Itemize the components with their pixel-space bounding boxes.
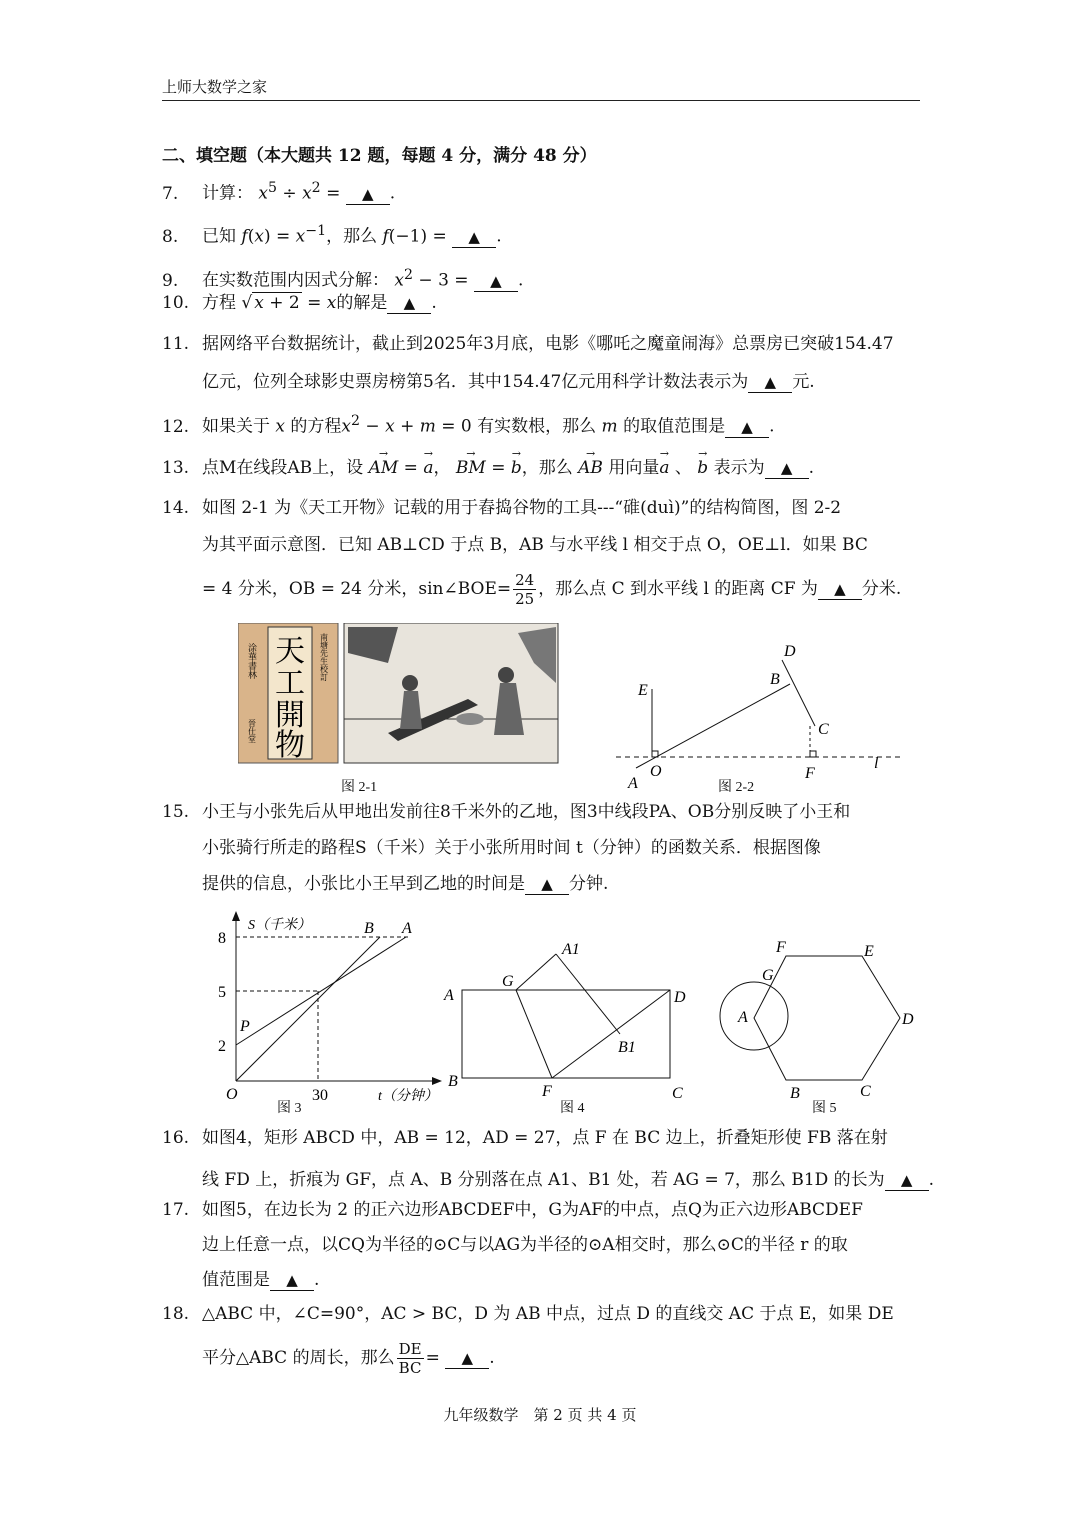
question-number: 12.: [162, 416, 190, 437]
label-l: l: [874, 755, 879, 772]
question-8: 8. 已知 $f(x) = x^{-1}$，那么 f(−1) = ▲ .: [162, 213, 922, 255]
label-B: B: [770, 671, 780, 688]
figure-5-diagram: [712, 936, 932, 1102]
question-number: 10.: [162, 293, 190, 313]
question-17-line3: 值范围是 ▲ .: [202, 1270, 320, 1290]
question-7: 7. 计算： $x^5 \div x^2$ = ▲ .: [162, 170, 922, 212]
question-13: 13. 点M在线段AB上，设 AM → = a →， BM → = b →，那么 AB → 用向量a → 、 b → 表示为 ▲ .: [162, 446, 922, 486]
question-text: △ABC 中，∠C=90°，AC > BC，D 为 AB 中点，过点 D 的直线交 AC 于点 E，如果 DE: [202, 1304, 894, 1324]
circle-A: [720, 982, 788, 1050]
question-text-4: 的取值范围是: [623, 416, 726, 437]
question-16: [162, 1120, 922, 1156]
label-C: C: [672, 1085, 683, 1102]
answer-blank[interactable]: ▲: [445, 1348, 489, 1369]
label-A: A: [444, 987, 454, 1004]
figure-3-graph: [208, 905, 448, 1105]
question-number: 9.: [162, 270, 179, 291]
figure-4-diagram: [440, 934, 700, 1104]
answer-blank[interactable]: ▲: [748, 372, 792, 393]
rectangle-ABCD: [462, 990, 670, 1078]
label-B: B: [790, 1085, 800, 1102]
question-number: 18.: [162, 1304, 190, 1324]
figure-5-caption: 图 5: [812, 1101, 837, 1116]
x-tick-30: 30: [312, 1087, 328, 1104]
label-D: D: [784, 643, 796, 660]
question-text: 方程: [202, 293, 236, 313]
y-tick-5: 5: [218, 984, 226, 1001]
fraction: $\frac{24}{25}$: [515, 571, 535, 608]
answer-blank[interactable]: ▲: [387, 293, 431, 314]
answer-blank[interactable]: ▲: [474, 271, 518, 292]
question-text-2: 平分△ABC 的周长，那么: [202, 1348, 395, 1368]
side-text-right: 南塘先生校訂: [319, 633, 329, 681]
question-number: 11.: [162, 334, 190, 354]
label-O: O: [650, 763, 662, 780]
fraction: $\frac{DE}{BC}$: [398, 1340, 422, 1377]
y-tick-2: 2: [218, 1038, 226, 1055]
label-D: D: [902, 1011, 914, 1028]
segment-CD: [782, 660, 815, 726]
label-E: E: [638, 682, 648, 699]
question-number: 14.: [162, 498, 190, 518]
segment-OB: [236, 937, 380, 1081]
label-C: C: [860, 1083, 871, 1100]
question-number: 15.: [162, 802, 190, 822]
section-title: 二、填空题（本大题共 12 题，每题 4 分，满分 48 分）: [162, 146, 597, 166]
figure-2-2-diagram: [612, 640, 912, 790]
point-A: A: [402, 920, 412, 937]
question-number: 13.: [162, 458, 190, 478]
page-footer: 九年级数学 第 2 页 共 4 页: [443, 1406, 637, 1424]
question-15: [162, 794, 922, 830]
point-P: P: [240, 1018, 250, 1035]
question-text-2: 线 FD 上，折痕为 GF，点 A、B 分别落在点 A1、B1 处，若 AG = 7，那么 B1D 的长为: [202, 1170, 885, 1190]
question-9: 9. 在实数范围内因式分解： $x^2 - 3$ = ▲ .: [162, 257, 922, 299]
fold-GF: [516, 990, 552, 1078]
figure-4-caption: 图 4: [560, 1101, 585, 1116]
question-17: [162, 1192, 922, 1228]
segment-A1B1: [556, 954, 620, 1034]
question-text-2: 小张骑行所走的路程S（千米）关于小张所用时间 t（分钟）的函数关系．根据图像: [202, 838, 821, 858]
answer-blank[interactable]: ▲: [525, 874, 569, 895]
question-text: 据网络平台数据统计，截止到2025年3月底，电影《哪吒之魔童闹海》总票房已突破154.47: [202, 334, 894, 354]
origin-O: O: [226, 1086, 238, 1103]
x-axis-label: t（分钟）: [378, 1089, 438, 1104]
header-title: 上师大数学之家: [162, 78, 268, 96]
question-text-2: ，那么: [521, 458, 573, 478]
question-14: [162, 490, 922, 526]
question-14-line3: [162, 571, 962, 608]
unit: 分钟.: [569, 874, 609, 894]
segment-AB: [636, 684, 790, 768]
y-axis-label: S（千米）: [248, 918, 311, 933]
question-text: 如图 2-1 为《天工开物》记载的用于舂捣谷物的工具---“碓(duì)”的结构简图，图 2-2: [202, 498, 842, 518]
title-glyph-3: 開: [275, 699, 305, 732]
question-11-line2: [162, 364, 962, 400]
label-F: F: [805, 765, 815, 782]
question-text-2: 的方程: [290, 416, 342, 437]
answer-blank[interactable]: ▲: [818, 579, 862, 600]
question-text-2: ，那么: [326, 226, 378, 247]
label-B: B: [448, 1073, 458, 1090]
question-text: 计算：: [202, 183, 253, 204]
question-text: 已知: [202, 226, 236, 247]
question-text-4: ，那么点 C 到水平线 l 的距离 CF 为: [538, 579, 818, 599]
question-text-3: 提供的信息，小张比小王早到乙地的时间是: [202, 874, 525, 894]
point-B: B: [364, 920, 374, 937]
question-number: 16.: [162, 1128, 190, 1148]
answer-blank[interactable]: ▲: [885, 1170, 929, 1191]
page-header: [162, 76, 920, 101]
question-15-line3: [162, 866, 962, 902]
question-14-line2: [162, 527, 962, 563]
question-text-3: 有实数根，那么: [477, 416, 597, 437]
question-text-2: 的解是: [336, 293, 388, 313]
label-A1: A1: [562, 941, 580, 958]
segment-FD: [552, 990, 670, 1078]
question-text: 小王与小张先后从甲地出发前往8千米外的乙地，图3中线段PA、OB分别反映了小王和: [202, 802, 851, 822]
question-18-line2: 平分△ABC 的周长，那么 $\frac{DE}{BC}$ = ▲ .: [202, 1340, 495, 1377]
question-text-2: 为其平面示意图．已知 AB⊥CD 于点 B，AB 与水平线 l 相交于点 O，OE⊥l．如果 BC: [202, 535, 868, 555]
label-F: F: [776, 939, 786, 956]
question-text-3: 值范围是: [202, 1270, 270, 1290]
figure-3-caption: 图 3: [277, 1101, 302, 1116]
figure-2-1-caption: 图 2-1: [341, 780, 378, 795]
question-text-4: 表示为: [713, 458, 765, 478]
label-D: D: [674, 989, 686, 1006]
question-text-2: 边上任意一点，以CQ为半径的⊙C与以AG为半径的⊙A相交时，那么⊙C的半径 r 的取: [202, 1235, 848, 1255]
unit: 元.: [792, 372, 815, 392]
question-text: 点M在线段AB上，设: [202, 458, 364, 478]
question-text-3: = 4 分米，OB = 24 分米，sin∠BOE=: [202, 579, 512, 599]
right-angle-F: [810, 751, 816, 757]
label-A: A: [738, 1009, 748, 1026]
question-text: 如果关于: [202, 416, 270, 437]
answer-blank[interactable]: ▲: [346, 184, 390, 205]
question-text: 在实数范围内因式分解：: [202, 270, 389, 291]
label-C: C: [818, 721, 829, 738]
question-text: 如图4，矩形 ABCD 中，AB = 12，AD = 27，点 F 在 BC 边上，折叠矩形使 FB 落在射: [202, 1128, 888, 1148]
answer-blank[interactable]: ▲: [765, 458, 809, 479]
label-E: E: [864, 943, 874, 960]
side-text-small: 晉仕堂: [247, 719, 257, 743]
title-glyph-2: 工: [275, 667, 305, 700]
answer-blank[interactable]: ▲: [452, 227, 496, 248]
question-11: [162, 326, 922, 362]
title-glyph-4: 物: [275, 729, 305, 762]
question-text: 如图5，在边长为 2 的正六边形ABCDEF中，G为AF的中点，点Q为正六边形ABCDEF: [202, 1200, 863, 1220]
title-glyph-1: 天: [275, 635, 305, 668]
answer-blank[interactable]: ▲: [725, 417, 769, 438]
label-F: F: [542, 1083, 552, 1100]
question-text-3: 用向量: [608, 458, 660, 478]
y-tick-8: 8: [218, 930, 226, 947]
side-text-left: 涂華書林: [247, 643, 257, 679]
figure-2-2-caption: 图 2-2: [718, 780, 755, 795]
question-10: 10. 方程 √ x + 2 = x的解是 ▲ .: [162, 285, 922, 321]
question-number: 17.: [162, 1200, 190, 1220]
hexagon-ABCDEF: [754, 956, 900, 1080]
question-17-line2: [162, 1227, 962, 1263]
answer-blank[interactable]: ▲: [270, 1270, 314, 1291]
unit: 分米.: [861, 579, 902, 599]
label-A: A: [628, 775, 638, 790]
label-B1: B1: [618, 1039, 636, 1056]
label-G: G: [762, 967, 774, 984]
label-G: G: [502, 973, 514, 990]
question-text-2: 亿元，位列全球影史票房榜第5名．其中154.47亿元用科学计数法表示为: [202, 372, 749, 392]
question-number: 7.: [162, 183, 179, 204]
question-12: 12. 如果关于 x 的方程$x^2 - x + m = 0$ 有实数根，那么 m 的取值范围是 ▲ .: [162, 403, 922, 445]
woodcut-figure-2-head: [498, 667, 514, 683]
woodcut-mortar: [456, 713, 484, 725]
segment-GA1: [516, 954, 556, 990]
woodcut-figure-1-head: [402, 675, 418, 691]
question-18: [162, 1296, 922, 1332]
question-number: 8.: [162, 226, 179, 247]
segment-PA: [236, 937, 406, 1045]
question-15-line2: [162, 830, 962, 866]
question-16-line2: 线 FD 上，折痕为 GF，点 A、B 分别落在点 A1、B1 处，若 AG = 7，那么 B1D 的长为 ▲ .: [202, 1170, 935, 1190]
y-axis-arrow: [232, 911, 240, 921]
figure-2-1-illustration: [238, 623, 560, 765]
